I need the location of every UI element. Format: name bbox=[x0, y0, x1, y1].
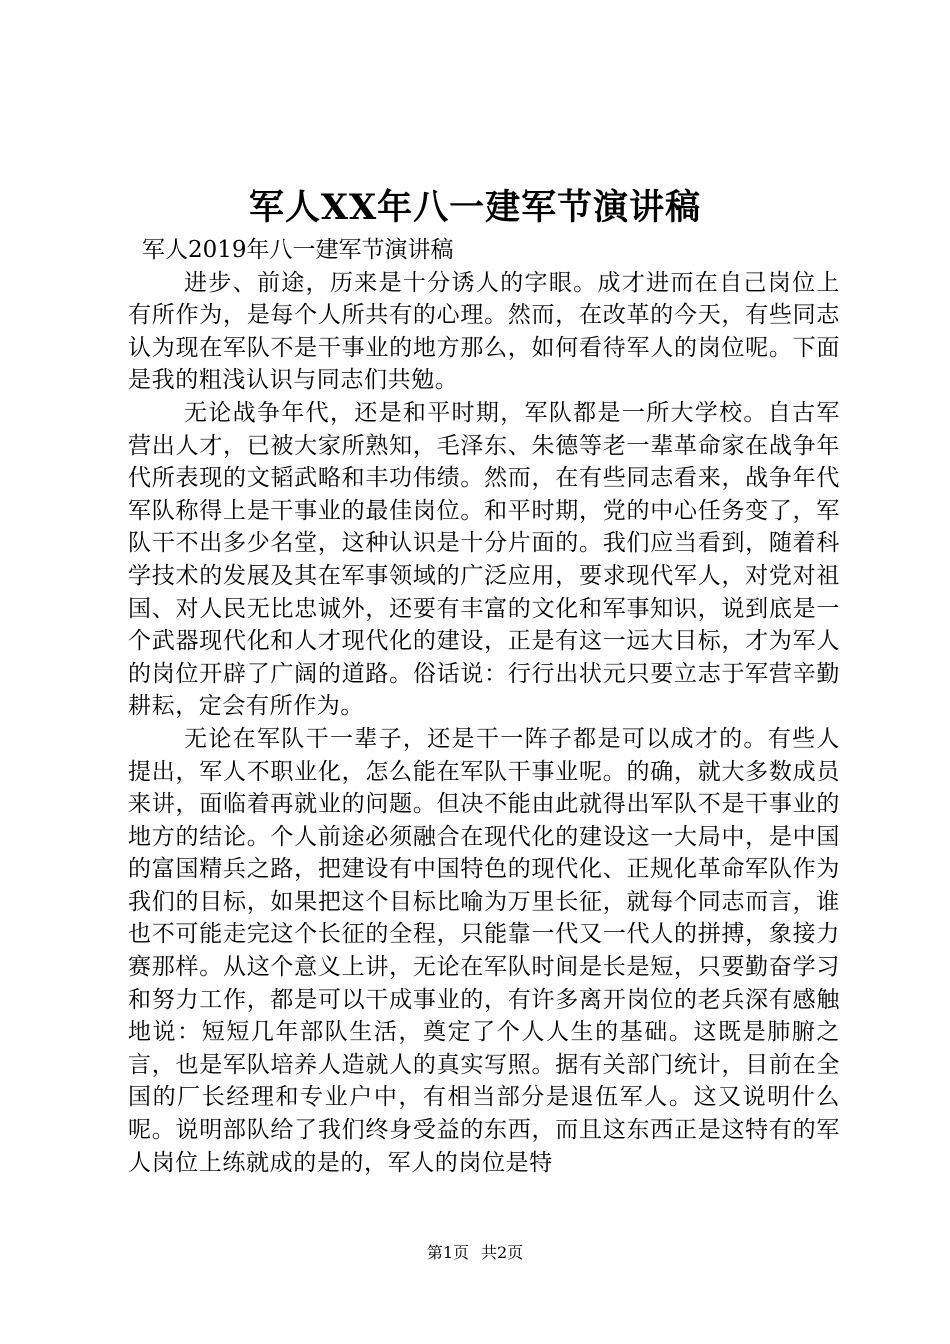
document-body bbox=[128, 234, 840, 1179]
document-subtitle: 军人2019年八一建军节演讲稿 bbox=[142, 237, 454, 263]
page-total: 共2页 bbox=[481, 1243, 524, 1262]
page-footer bbox=[0, 1241, 950, 1265]
paragraph-3: 无论在军队干一辈子，还是干一阵子都是可以成才的。有些人提出，军人不职业化，怎么能在军队干事业呢。的确，就大多数成员来讲，面临着再就业的问题。但决不能由此就得出军队不是干事业的地方的结论。个人前途必须融合在现代化的建设这一大局中，是中国的富国精兵之路，把建设有中国特色的现代化、正规化革命军队作为我们的目标，如果把这个目标比喻为万里长征，就每个同志而言，谁也不可能走完这个长征的全程，只能靠一代又一代人的拼搏，象接力赛那样。从这个意义上讲，无论在军队时间是长是短，只要勤奋学习和努力工作，都是可以干成事业的，有许多离开岗位的老兵深有感触地说：短短几年部队生活，奠定了个人人生的基础。这既是肺腑之言，也是军队培养人造就人的真实写照。据有关部门统计，目前在全国的厂长经理和专业户中，有相当部分是退伍军人。这又说明什么呢。说明部队给了我们终身受益的东西，而且这东西正是这特有的军人岗位上练就成的是的，军人的岗位是特 bbox=[128, 725, 840, 1176]
document-title: 军人XX年八一建军节演讲稿 bbox=[248, 187, 702, 228]
paragraph-2: 无论战争年代，还是和平时期，军队都是一所大学校。自古军营出人才，已被大家所熟知，毛泽东、朱德等老一辈革命家在战争年代所表现的文韬武略和丰功伟绩。然而，在有些同志看来，战争年代军队称得上是干事业的最佳岗位。和平时期，党的中心任务变了，军队干不出多少名堂，这种认识是十分片面的。我们应当看到，随着科学技术的发展及其在军事领域的广泛应用，要求现代军人，对党对祖国、对人民无比忠诚外，还要有丰富的文化和军事知识，说到底是一个武器现代化和人才现代化的建设，正是有这一远大目标，才为军人的岗位开辟了广阔的道路。俗话说：行行出状元只要立志于军营辛勤耕耘，定会有所作为。 bbox=[128, 399, 840, 720]
page-number: 第1页 bbox=[426, 1243, 469, 1262]
paragraph-1: 进步、前途，历来是十分诱人的字眼。成才进而在自己岗位上有所作为，是每个人所共有的心理。然而，在改革的今天，有些同志认为现在军队不是干事业的地方那么，如何看待军人的岗位呢。下面是我的粗浅认识与同志们共勉。 bbox=[128, 269, 840, 394]
